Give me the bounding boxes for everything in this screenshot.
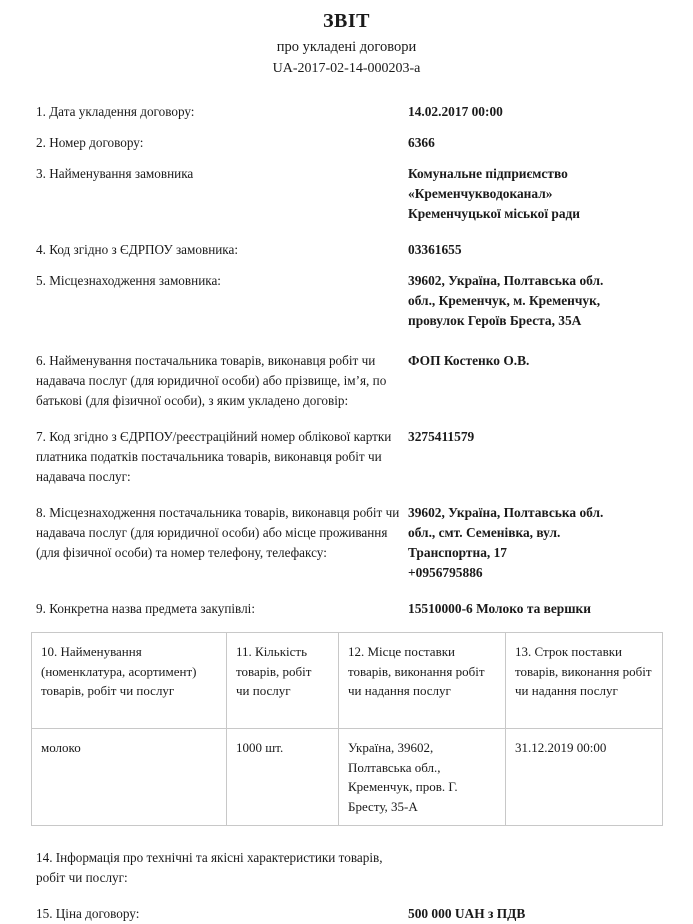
items-table-body xyxy=(32,729,663,826)
document-header xyxy=(0,0,693,80)
value-line: 15510000-6 Молоко та вершки xyxy=(408,601,591,616)
document-reference-number: UA-2017-02-14-000203-а xyxy=(272,61,421,76)
field-value xyxy=(408,164,662,224)
field-label: 15. Ціна договору: xyxy=(36,906,140,921)
field-row-customer-name xyxy=(36,164,662,224)
items-table xyxy=(31,632,663,826)
cell-line: Бресту, 35-А xyxy=(348,798,418,814)
cell-line: 31.12.2019 00:00 xyxy=(515,740,607,755)
value-line: Кременчуцької міської ради xyxy=(408,206,581,221)
table-cell-place xyxy=(339,729,506,826)
field-row-technical-info xyxy=(36,848,662,888)
field-value xyxy=(408,427,662,447)
field-label: 8. Місцезнаходження постачальника товарів, виконавця робіт чи надавача послуг (для юридичної особи) або місце проживання (для фізичної особи) та номер телефону, телефаксу: xyxy=(36,505,400,560)
value-line: 39602, Україна, Полтавська обл. xyxy=(408,505,604,520)
value-line: +0956795886 xyxy=(408,565,483,580)
value-line: ФОП Костенко О.В. xyxy=(408,353,530,368)
cell-line: Полтавська обл., xyxy=(348,759,441,775)
table-cell-name xyxy=(32,729,227,826)
value-line: 6366 xyxy=(408,135,435,150)
field-value xyxy=(408,503,662,583)
field-value xyxy=(408,240,662,260)
document-subtitle: про укладені договори xyxy=(276,39,417,55)
field-row-contract-date xyxy=(36,102,662,122)
fields-section xyxy=(0,102,693,619)
field-label: 1. Дата укладення договору: xyxy=(36,104,195,119)
field-value xyxy=(408,599,662,619)
items-table-wrapper xyxy=(31,632,662,826)
table-column-header-quantity: 11. Кількість товарів, робіт чи послуг xyxy=(227,633,339,729)
field-value xyxy=(408,351,662,371)
field-label: 9. Конкретна назва предмета закупівлі: xyxy=(36,601,255,616)
cell-line: Кременчук, пров. Г. xyxy=(348,779,458,794)
field-value xyxy=(408,271,662,331)
field-value xyxy=(408,904,662,924)
field-row-supplier-edrpou xyxy=(36,427,662,487)
value-line: 3275411579 xyxy=(408,429,475,444)
items-table-head xyxy=(32,633,663,729)
cell-line: Україна, 39602, xyxy=(348,740,434,755)
field-row-contract-price xyxy=(36,904,662,924)
field-label: 3. Найменування замовника xyxy=(36,166,194,181)
field-label: 5. Місцезнаходження замовника: xyxy=(36,273,221,288)
footer-fields-section xyxy=(0,848,693,924)
field-row-contract-number xyxy=(36,133,662,153)
field-row-supplier-address xyxy=(36,503,662,583)
field-row-customer-edrpou xyxy=(36,240,662,260)
value-line: Комунальне підприємство xyxy=(408,166,568,181)
table-column-header-place: 12. Місце поставки товарів, виконання робіт чи надання послуг xyxy=(339,633,506,729)
table-row xyxy=(32,729,663,826)
value-line: Транспортна, 17 xyxy=(408,545,507,560)
cell-line: молоко xyxy=(41,740,81,755)
value-line: обл., Кременчук, м. Кременчук, xyxy=(408,293,601,308)
field-row-procurement-subject xyxy=(36,599,662,619)
field-value xyxy=(408,102,662,122)
value-line: 14.02.2017 00:00 xyxy=(408,104,503,119)
table-header-row xyxy=(32,633,663,729)
field-label: 2. Номер договору: xyxy=(36,135,144,150)
cell-line: 1000 шт. xyxy=(236,740,284,755)
page-title: ЗВІТ xyxy=(322,10,371,32)
field-row-customer-address xyxy=(36,271,662,331)
value-line: провулок Героїв Бреста, 35А xyxy=(408,313,582,328)
table-cell-term xyxy=(506,729,663,826)
table-column-header-term: 13. Строк поставки товарів, виконання робіт чи надання послуг xyxy=(506,633,663,729)
value-line: 03361655 xyxy=(408,242,462,257)
field-label: 7. Код згідно з ЄДРПОУ/реєстраційний номер облікової картки платника податків постачальника товарів, виконавця робіт чи надавача послуг: xyxy=(36,429,392,484)
field-row-supplier-name xyxy=(36,351,662,411)
value-line: обл., смт. Семенівка, вул. xyxy=(408,525,561,540)
table-column-header-name: 10. Найменування (номенклатура, асортимент) товарів, робіт чи послуг xyxy=(32,633,227,729)
value-line: 39602, Україна, Полтавська обл. xyxy=(408,273,604,288)
table-cell-quantity xyxy=(227,729,339,826)
value-line: 500 000 UAH з ПДВ xyxy=(408,906,526,921)
value-line: «Кременчукводоканал» xyxy=(408,186,553,201)
field-label: 6. Найменування постачальника товарів, виконавця робіт чи надавача послуг (для юридичної особи) або прізвище, ім’я, по батькові (для фізичної особи), з яким укладено договір: xyxy=(36,353,387,408)
field-label: 14. Інформація про технічні та якісні характеристики товарів, робіт чи послуг: xyxy=(36,850,383,885)
field-label: 4. Код згідно з ЄДРПОУ замовника: xyxy=(36,242,239,257)
field-value xyxy=(408,133,662,153)
